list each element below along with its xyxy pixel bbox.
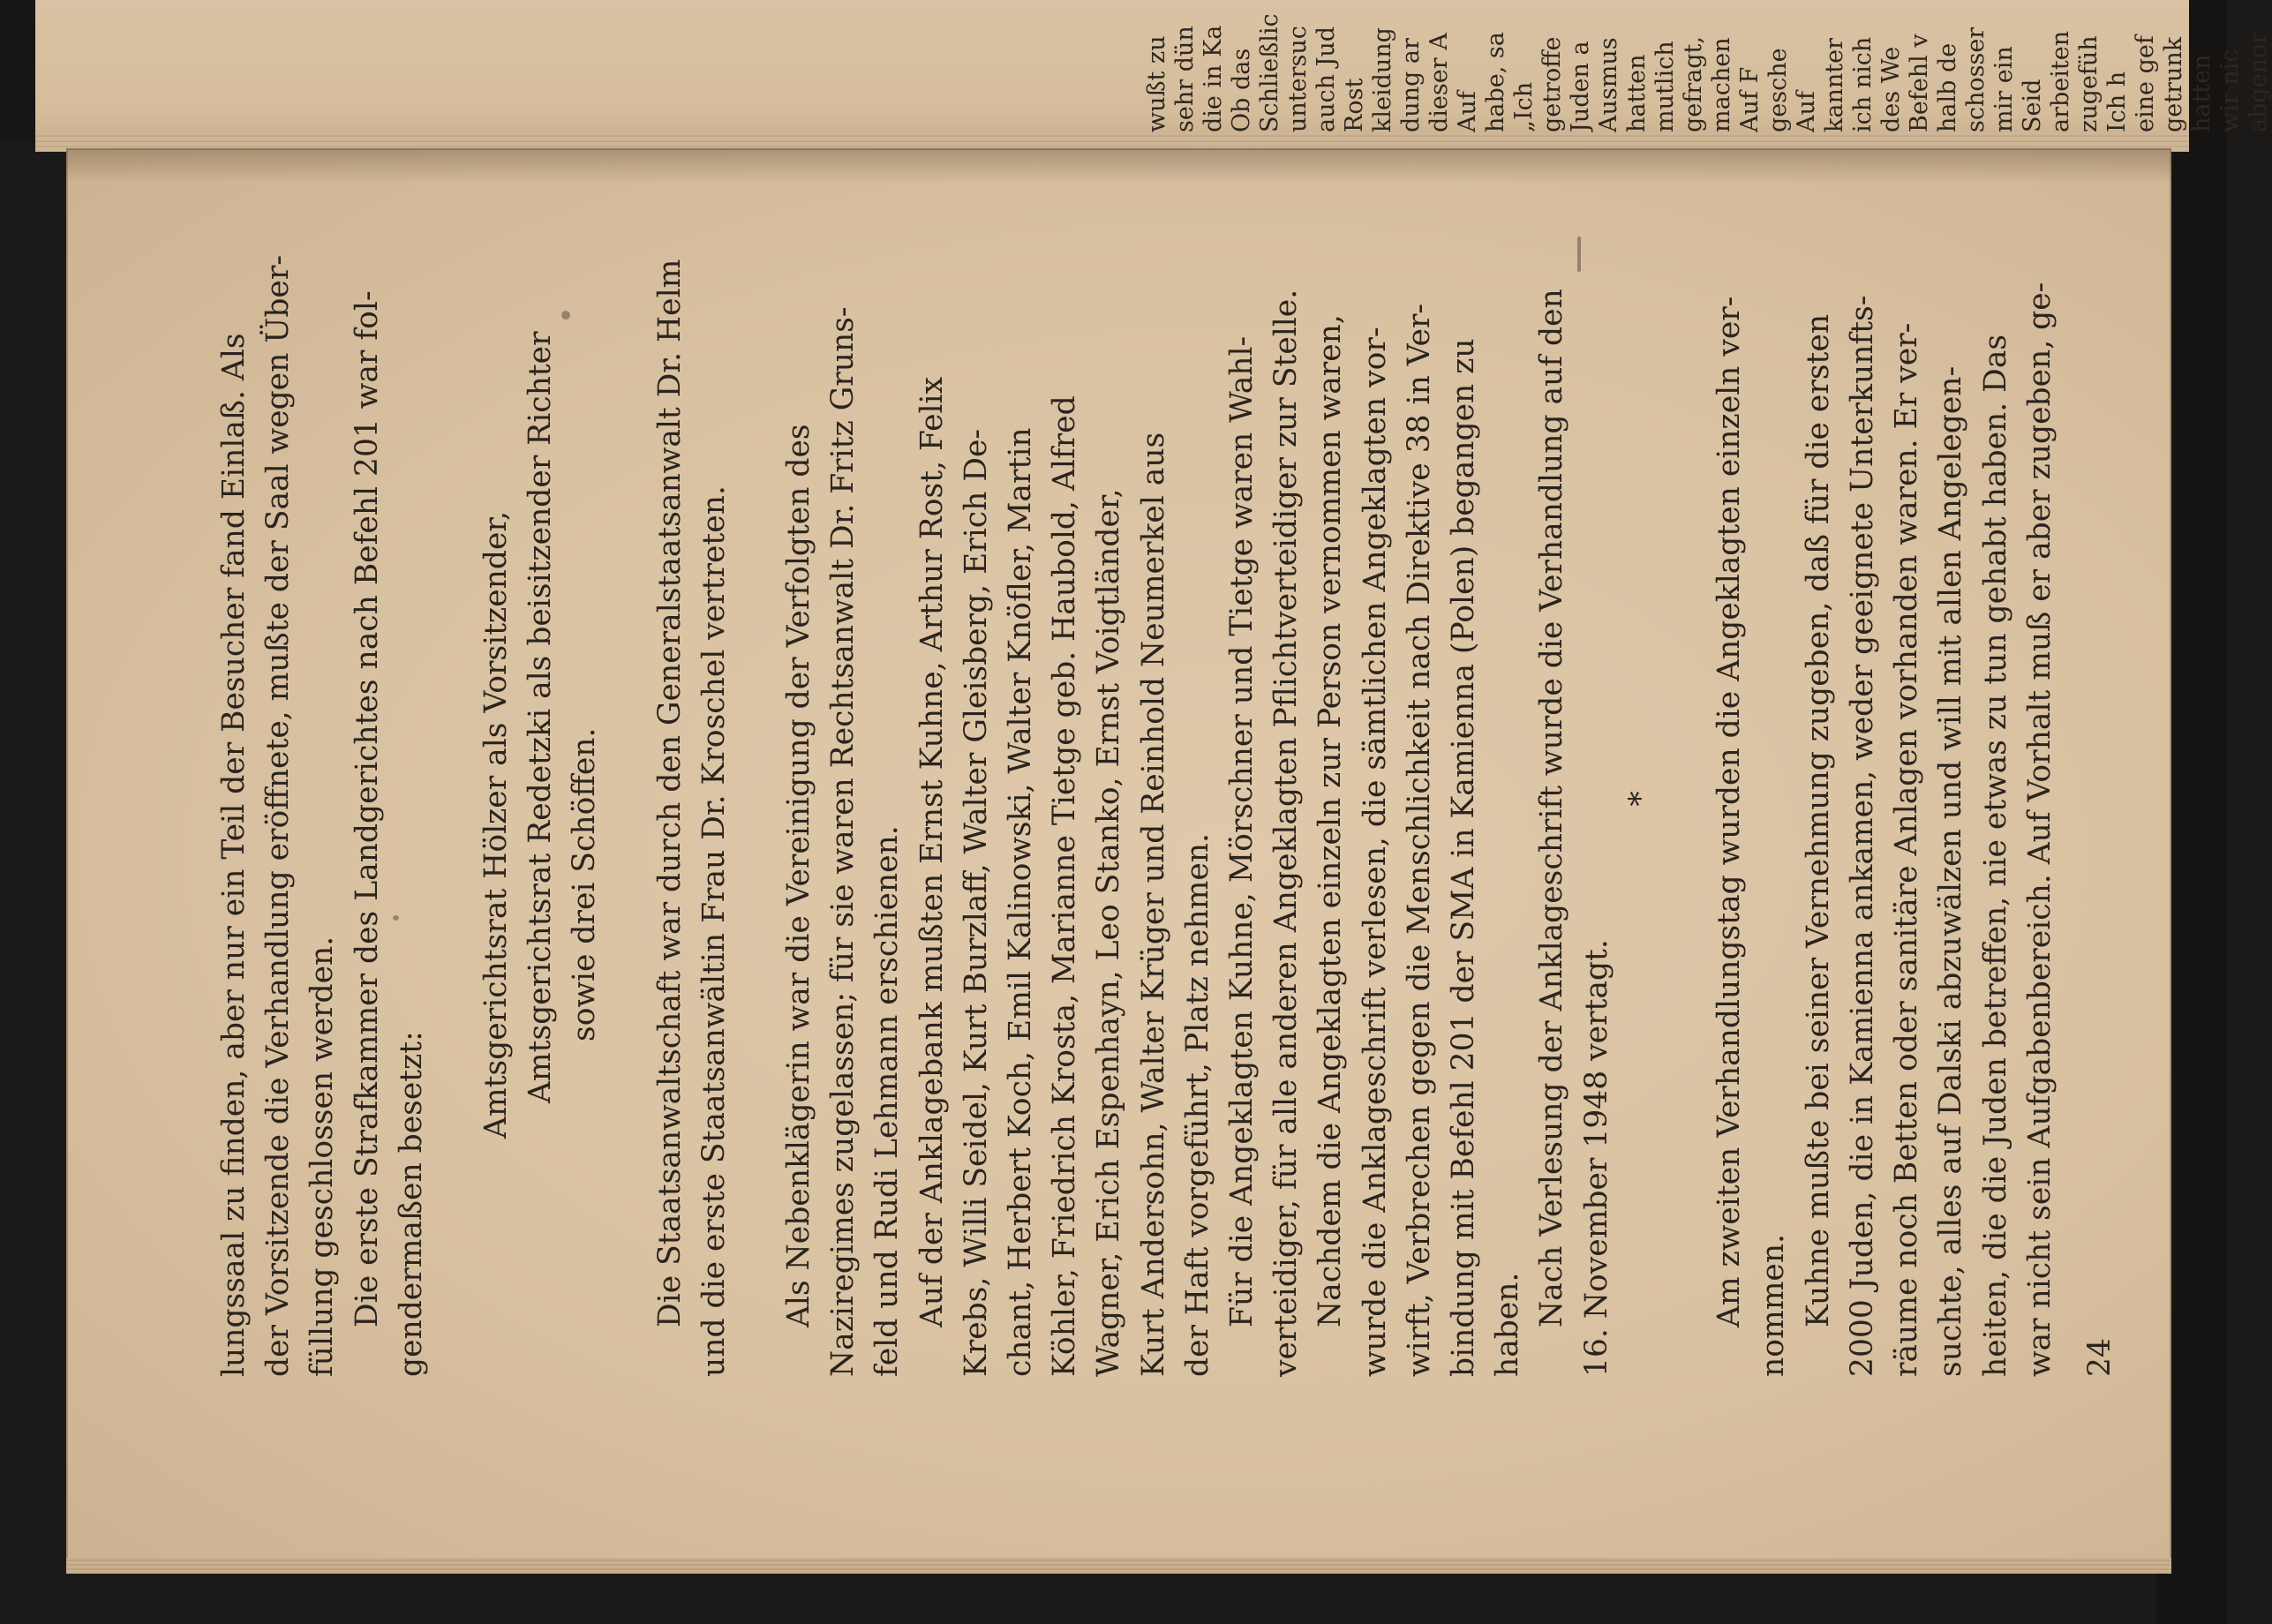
binding-shadow	[66, 148, 2171, 184]
text-line: der Vorsitzende die Verhandlung eröffnete, mußte der Saal wegen Über-	[260, 255, 297, 1377]
next-page-text-fragment: wir nic	[2216, 49, 2244, 132]
next-page-text-fragment: ich nich	[1849, 36, 1877, 132]
next-page-text-fragment: getroffe	[1538, 36, 1566, 132]
spacer	[607, 221, 648, 1377]
next-page-text-fragment: Rost	[1341, 78, 1368, 132]
next-page-text-fragment: hatten	[2188, 54, 2216, 132]
next-page-text-fragment: Befehl v	[1906, 34, 1933, 132]
text-line: feld und Rudi Lehmann erschienen.	[869, 825, 906, 1377]
next-page-text-fragment: Auf F	[1736, 66, 1764, 132]
text-line: Am zweiten Verhandlungstag wurden die Angeklagten einzeln ver-	[1712, 296, 1748, 1327]
text-line: verteidiger, für alle anderen Angeklagten Pflichtverteidiger zur Stelle.	[1268, 289, 1305, 1377]
next-page-text-fragment: Ob das	[1228, 48, 1255, 132]
next-page-fragment	[35, 0, 2272, 144]
next-page-text-fragment: habe, sa	[1482, 32, 1509, 132]
text-line: bindung mit Befehl 201 der SMA in Kamienna (Polen) begangen zu	[1446, 338, 1482, 1377]
text-line: der Haft vorgeführt, Platz nehmen.	[1179, 833, 1215, 1377]
next-page-text-fragment: kleidung	[1369, 27, 1396, 132]
text-line: Kurt Andersohn, Walter Krüger und Reinhold Neumerkel aus	[1135, 432, 1171, 1377]
text-line: Naziregimes zugelassen; für sie waren Rechtsanwalt Dr. Fritz Gruns-	[825, 306, 861, 1377]
text-line: Wagner, Erich Espenhayn, Leo Stanko, Ernst Voigtländer,	[1091, 488, 1127, 1377]
next-page-text-fragment: zugefüh	[2075, 35, 2103, 132]
next-page-text-fragment: eine gef	[2132, 35, 2159, 132]
next-page-text-fragment: mutlich	[1651, 41, 1679, 132]
next-page-text-fragment: gesche	[1764, 48, 1792, 132]
text-line: haben.	[1490, 1272, 1526, 1377]
text-line: räume noch Betten oder sanitäre Anlagen vorhanden waren. Er ver-	[1889, 322, 1925, 1377]
page-number: 24	[2081, 1338, 2118, 1377]
text-line: Für die Angeklagten Kuhne, Mörschner und Tietge waren Wahl-	[1224, 335, 1260, 1327]
next-page-text-fragment: schosser	[1962, 26, 1990, 132]
next-page-text-fragment: auch Jud	[1313, 26, 1340, 132]
text-line: nommen.	[1756, 1233, 1792, 1377]
text-line: und die erste Staatsanwältin Frau Dr. Kroschel vertreten.	[696, 485, 732, 1377]
text-line: Nach Verlesung der Anklageschrift wurde die Verhandlung auf den	[1534, 289, 1570, 1327]
text-line: wirft, Verbrechen gegen die Menschlichkeit nach Direktive 38 in Ver-	[1401, 303, 1437, 1377]
next-page-text-fragment: dung ar	[1397, 38, 1425, 132]
text-line: Die Staatsanwaltschaft war durch den Generalstaatsanwalt Dr. Helm	[651, 259, 688, 1327]
next-page-text-fragment: arbeiten	[2047, 30, 2074, 132]
next-page-text-fragment: „Ich	[1510, 81, 1538, 132]
text-line: Kuhne mußte bei seiner Vernehmung zugeben, daß für die ersten	[1800, 313, 1836, 1327]
next-page-text-fragment: kannter	[1821, 38, 1848, 132]
text-line: wurde die Anklageschrift verlesen, die sämtlichen Angeklagten vor-	[1357, 327, 1393, 1377]
text-line: Amtsgerichtsrat Hölzer als Vorsitzender,	[478, 510, 515, 1139]
next-page-text-fragment: Ausmus	[1595, 37, 1622, 132]
next-page-text-fragment: Auf	[1793, 91, 1820, 132]
next-page-text-fragment: untersuc	[1284, 26, 1312, 132]
text-line: Die erste Strafkammer des Landgerichtes nach Befehl 201 war fol-	[349, 290, 385, 1327]
text-line: chant, Herbert Koch, Emil Kalinowski, Walter Knöfler, Martin	[1003, 427, 1039, 1377]
text-line: war nicht sein Aufgabenbereich. Auf Vorhalt muß er aber zugeben, ge-	[2021, 282, 2058, 1377]
next-page-text-fragment: sehr dün	[1171, 26, 1199, 132]
next-page-text-fragment: abgenor	[2245, 32, 2272, 132]
next-page-text-fragment: Seid	[2019, 79, 2046, 132]
text-line: füllung geschlossen werden.	[305, 936, 341, 1377]
text-line: heiten, die die Juden betreffen, nie etwas zu tun gehabt haben. Das	[1977, 334, 2013, 1377]
text-line: sowie drei Schöffen.	[567, 727, 603, 1041]
next-page-text-fragment: Ich h	[2103, 71, 2131, 132]
next-page-text-fragment: mir ein	[1990, 46, 2018, 132]
text-line: Amtsgerichtsrat Redetzki als beisitzender Richter	[523, 331, 559, 1103]
text-line: Krebs, Willi Seidel, Kurt Burzlaff, Walter Gleisberg, Erich De-	[958, 428, 994, 1377]
text-line: 16. November 1948 vertagt.	[1578, 939, 1614, 1377]
next-page-text-fragment: halb de	[1934, 42, 1961, 132]
text-line: Als Nebenklägerin war die Vereinigung der Verfolgten des	[781, 424, 817, 1327]
next-page-text-fragment: die in Ka	[1200, 25, 1227, 132]
text-line: 2000 Juden, die in Kamienna ankamen, weder geeignete Unterkunfts-	[1844, 295, 1880, 1377]
next-page-text-fragment: wußt zu	[1143, 35, 1170, 132]
next-page-text-fragment: Juden a	[1567, 41, 1594, 132]
spacer	[736, 221, 777, 1377]
text-line: Nachdem die Angeklagten einzeln zur Person vernommen waren,	[1313, 314, 1349, 1327]
page-text-block	[212, 221, 2118, 1377]
spacer	[1663, 221, 1707, 1377]
next-page-text-fragment: hatten	[1623, 54, 1651, 132]
text-line: gendermaßen besetzt:	[393, 1031, 429, 1377]
text-line: Auf der Anklagebank mußten Ernst Kuhne, Arthur Rost, Felix	[914, 376, 950, 1327]
next-page-text-fragment: getrunk	[2160, 36, 2187, 132]
text-line: Köhler, Friedrich Krosta, Marianne Tietge geb. Haubold, Alfred	[1047, 395, 1083, 1377]
spacer	[433, 221, 474, 1377]
next-page-text-fragment: gefragt,	[1680, 36, 1707, 132]
page-bottom-edge	[66, 1558, 2171, 1574]
next-page-text-fragment: des We	[1877, 46, 1905, 132]
next-page-text-fragment: machen	[1708, 37, 1735, 132]
text-line: suchte, alles auf Dalski abzuwälzen und will mit allen Angelegen-	[1933, 365, 1969, 1377]
next-page-text-fragment: Schließlic	[1256, 13, 1283, 132]
text-line: lungssaal zu finden, aber nur ein Teil der Besucher fand Einlaß. Als	[216, 333, 252, 1377]
next-page-text-fragment: dieser A	[1426, 33, 1453, 132]
next-page-text-fragment: Auf	[1454, 91, 1481, 132]
section-divider: *	[1622, 791, 1659, 807]
